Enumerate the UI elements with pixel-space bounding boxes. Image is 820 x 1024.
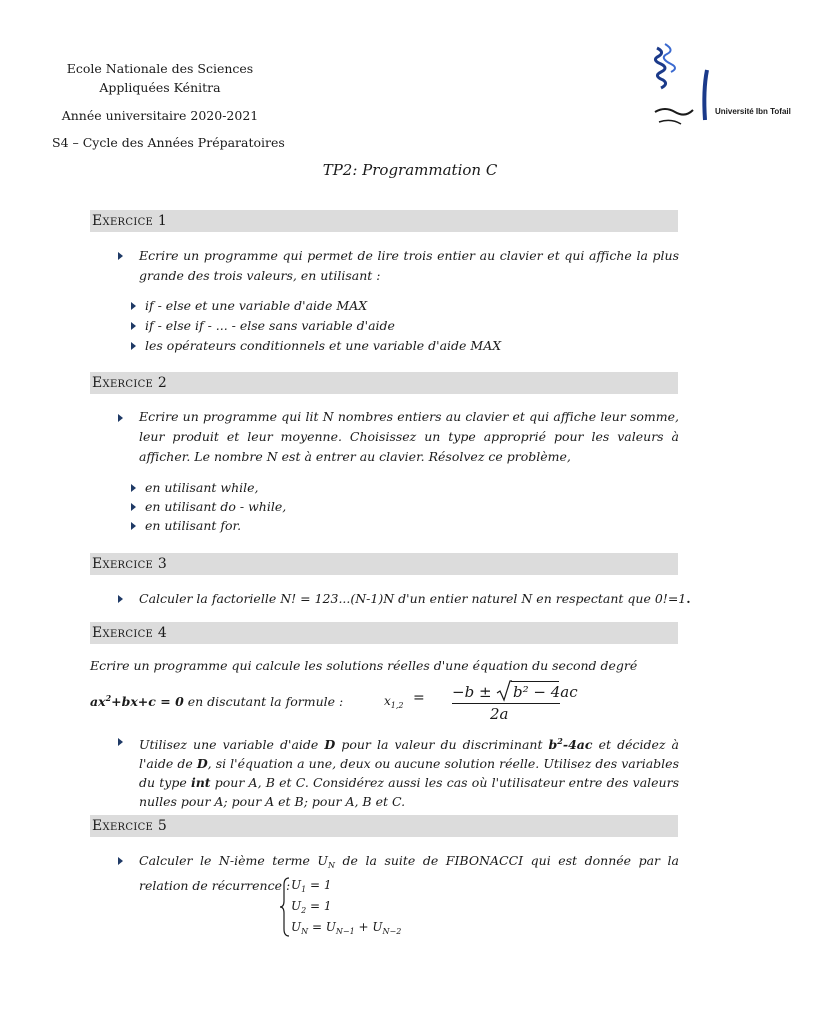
formula-x-label: $x_{1,2}$ xyxy=(384,694,404,710)
exercise-2-item-2: en utilisant do - while, xyxy=(145,499,287,514)
recurrence-line-3: $U_N = U_{N-1} + U_{N-2}$ xyxy=(291,920,402,936)
formula-equals: = xyxy=(413,690,425,706)
exercise-2-item-3: en utilisant for. xyxy=(145,518,242,533)
exercise-2-text: Ecrire un programme qui lit N nombres entiers au clavier et qui affiche leur somme, leur produit et leur moyenne. Choisissez un type approprié pour les valeurs à afficher. Le nombre N est à entrer au clavier. Résolvez ce problème, xyxy=(139,409,679,464)
fraction-bar xyxy=(452,703,560,704)
recurrence-line-2: $U_2 = 1$ xyxy=(291,899,332,915)
exercise-1-item-1: if - else et une variable d'aide MAX xyxy=(145,298,368,313)
bullet-icon xyxy=(131,522,136,530)
university-logo xyxy=(645,40,791,140)
academic-year: Année universitaire 2020-2021 xyxy=(61,108,259,123)
formula-radicand: b² − 4ac xyxy=(513,683,578,701)
exercise-1-item-3: les opérateurs conditionnels et une variable d'aide MAX xyxy=(145,338,502,353)
bullet-icon xyxy=(131,484,136,492)
bullet-icon xyxy=(118,857,123,865)
formula-numerator: −b ± xyxy=(452,683,492,701)
exercise-1-item-2: if - else if - ... - else sans variable d'aide xyxy=(145,318,395,333)
exercise-4-intro: Ecrire un programme qui calcule les solutions réelles d'une équation du second degré xyxy=(90,658,638,673)
quadratic-equation: $ax^2+bx+c = 0$ en discutant la formule : xyxy=(90,693,344,710)
exercise-1-text: Ecrire un programme qui permet de lire trois entier au clavier et qui affiche la plus grande des trois valeurs, en utilisant : xyxy=(139,248,679,283)
university-logo-icon xyxy=(645,40,791,140)
formula-denominator: 2a xyxy=(490,705,509,723)
exercise-5-heading: Exercice 5 xyxy=(90,815,678,837)
exercise-4-heading: Exercice 4 xyxy=(90,622,678,644)
left-brace-icon xyxy=(280,877,290,937)
document-title: TP2: Programmation C xyxy=(322,161,498,179)
school-name-line2: Appliquées Kénitra xyxy=(99,80,221,95)
exercise-1-heading: Exercice 1 xyxy=(90,210,678,232)
bullet-icon xyxy=(118,414,123,422)
exercise-3-text: Calculer la factorielle N! = 123...(N-1)N d'un entier naturel N en respectant que 0!=1. xyxy=(139,591,691,606)
bullet-icon xyxy=(118,595,123,603)
sqrt-icon xyxy=(496,680,512,702)
bullet-icon xyxy=(118,738,123,746)
logo-text: Université Ibn Tofail xyxy=(715,107,791,116)
exercise-2-item-1: en utilisant while, xyxy=(145,480,259,495)
cycle-line: S4 – Cycle des Années Préparatoires xyxy=(52,135,285,150)
sqrt-bar xyxy=(511,681,559,682)
bullet-icon xyxy=(118,252,123,260)
bullet-icon xyxy=(131,322,136,330)
exercise-2-heading: Exercice 2 xyxy=(90,372,678,394)
bullet-icon xyxy=(131,342,136,350)
exercise-5-text: Calculer le N-ième terme $U_N$ de la suite de FIBONACCI qui est donnée par la relation de récurrence : xyxy=(139,853,679,893)
exercise-3-heading: Exercice 3 xyxy=(90,553,678,575)
recurrence-line-1: $U_1 = 1$ xyxy=(291,878,332,894)
bullet-icon xyxy=(131,302,136,310)
bullet-icon xyxy=(131,503,136,511)
school-name-line1: Ecole Nationale des Sciences xyxy=(66,61,254,76)
exercise-4-bullet: Utilisez une variable d'aide D pour la valeur du discriminant $b^2-4ac$ et décidez à l'aide de D, si l'équation a une, deux ou aucune solution réelle. Utilisez des variables du type int pour A, B et C. Considérez aussi les cas où l'utilisateur entre des valeurs nulles pour A; pour A et B; pour A, B et C. xyxy=(139,736,680,810)
